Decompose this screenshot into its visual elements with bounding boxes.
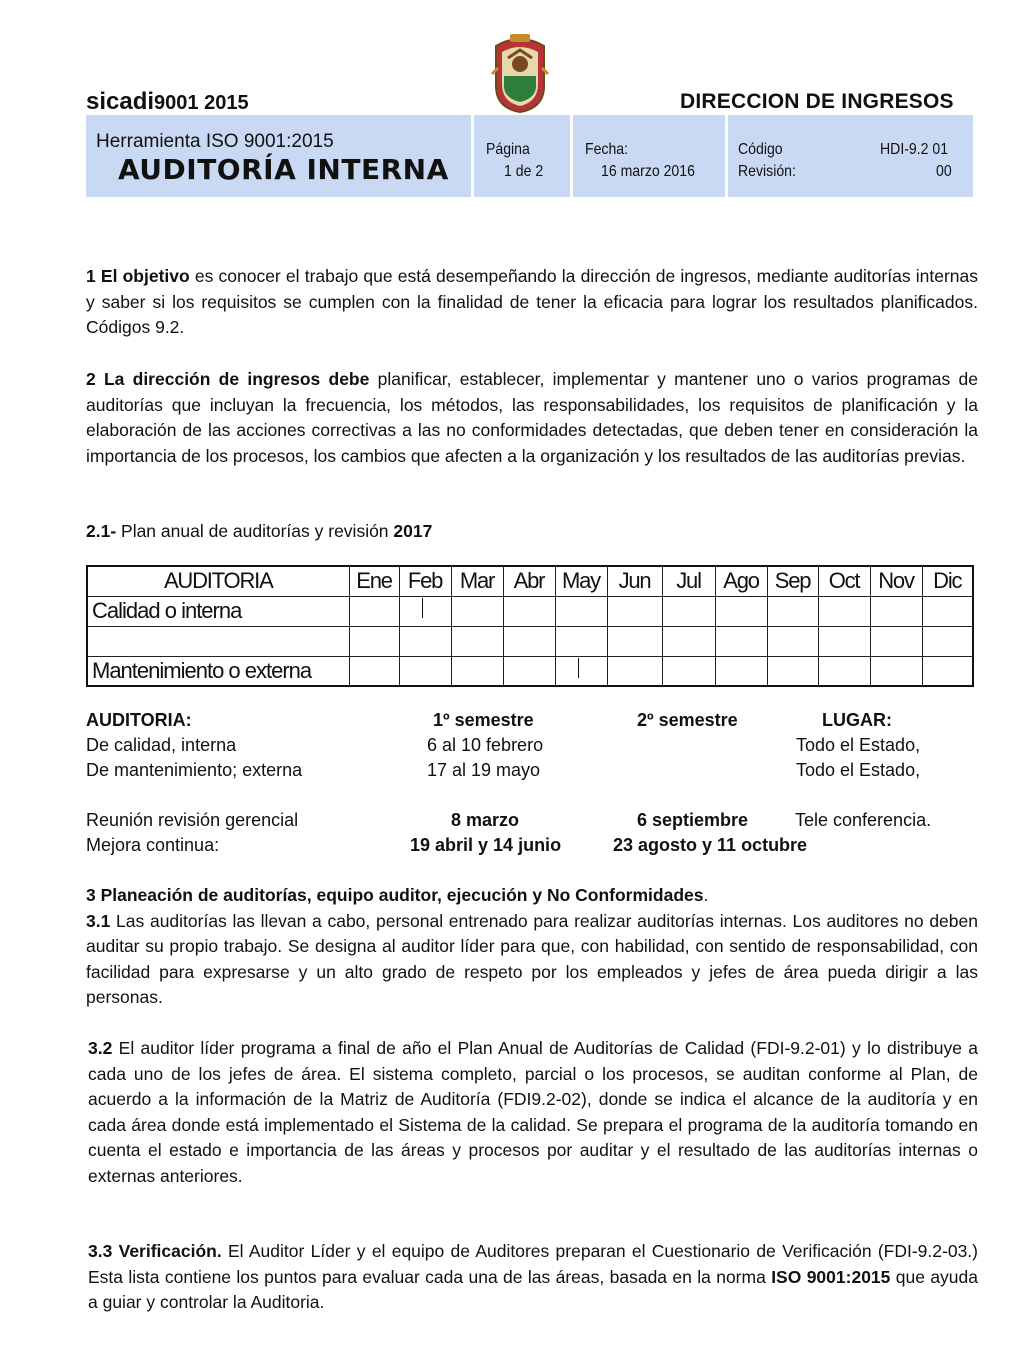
tool-label: Herramienta ISO 9001:2015 — [96, 131, 334, 152]
schedule-sem1: 8 marzo — [451, 810, 520, 830]
schedule-row — [86, 833, 978, 858]
section-3-title-end: . — [703, 885, 709, 905]
plan-month: Jun — [607, 566, 662, 596]
section-1-lead: 1 El objetivo — [86, 266, 190, 286]
section-1-tail2: 9.2. — [150, 317, 185, 337]
code-label: Código — [738, 141, 783, 158]
schedule-place: Todo el Estado, — [796, 760, 921, 780]
section-2 — [86, 367, 978, 469]
plan-cell — [715, 626, 767, 656]
plan-cell — [555, 596, 607, 626]
section-2-text: planificar, establecer, implementar y mantener uno o varios programas de auditorías que incluyan la frecuencia, los métodos, las responsabilidades, los requisitos de planificación y la elaboración de las acciones correctivas a las no conformidades detectadas, que deben tener en consideración la importancia de los procesos, los cambios que afecten a la organización y los resultados de las auditorías previas. — [86, 369, 978, 466]
brand-main: sicadi — [86, 88, 155, 115]
section-1 — [86, 264, 978, 341]
plan-cell — [715, 596, 767, 626]
schedule-h-sem2: 2º semestre — [637, 710, 738, 730]
plan-cell — [870, 656, 922, 686]
plan-cell — [451, 596, 503, 626]
plan-cell — [349, 596, 399, 626]
section-3-2-text: El auditor líder programa a final de año el Plan Anual de Auditorías de Calidad (FDI-9.2-01) y lo distribuye a cada uno de los jefes de área. El sistema completo, parcial o los procesos, se auditan conforme al Plan, de acuerdo a la información de la Matriz de Auditoría (FDI9.2-02), donde se indica el alcance de la auditoría y en cada área donde está implementado el Sistema de la calidad. Se prepara el programa de la auditoría tomando en cuenta el estado e importancia de las áreas y procesos por auditar y el resultado de las auditorías internas o externas anteriores. — [88, 1038, 978, 1186]
plan-cell — [922, 626, 973, 656]
plan-month: Ago — [715, 566, 767, 596]
plan-row — [87, 596, 973, 626]
plan-cell — [607, 596, 662, 626]
plan-header-auditoria: AUDITORIA — [87, 566, 349, 596]
plan-month: Feb — [399, 566, 451, 596]
header-page-cell — [474, 115, 570, 197]
schedule-h-sem1: 1º semestre — [433, 710, 534, 730]
plan-mark — [422, 598, 424, 618]
section-3-3-end: que ayuda a guiar y controlar la Auditoria. — [88, 1266, 978, 1312]
header-code-cell — [728, 115, 973, 197]
plan-month: Ene — [349, 566, 399, 596]
plan-cell — [662, 596, 715, 626]
schedule-place: Tele conferencia. — [795, 810, 932, 830]
schedule-place: Todo el Estado, — [796, 735, 921, 755]
plan-row — [87, 626, 973, 656]
plan-cell — [662, 626, 715, 656]
plan-cell — [607, 656, 662, 686]
schedule-name: Reunión revisión gerencial — [86, 810, 299, 830]
section-2-1-text: Plan anual de auditorías y revisión — [116, 521, 394, 541]
schedule-sem1: 19 abril y 14 junio — [410, 835, 562, 855]
header-date-cell — [573, 115, 725, 197]
schedule-h-auditoria: AUDITORIA: — [86, 710, 192, 730]
section-2-1-year: 2017 — [393, 521, 433, 541]
plan-month: Sep — [767, 566, 818, 596]
section-3-title: 3 Planeación de auditorías, equipo auditor, ejecución y No Conformidades — [86, 885, 704, 905]
plan-cell — [349, 656, 399, 686]
plan-month: May — [555, 566, 607, 596]
section-1-text: es conocer el trabajo que está desempeñando la dirección de ingresos, mediante auditorías internas y saber si los requisitos se cumplen con la finalidad de tener la eficacia para lograr los resultados planificados. — [86, 266, 978, 312]
department-title: DIRECCION DE INGRESOS — [680, 90, 954, 113]
schedule-date: 17 al 19 mayo — [427, 760, 541, 780]
document-header — [86, 115, 973, 197]
plan-row-label: Mantenimiento o externa — [87, 656, 349, 686]
section-3-2-lead: 3.2 — [88, 1038, 113, 1058]
plan-cell — [451, 656, 503, 686]
section-3 — [86, 883, 978, 1011]
section-3-3-lead: 3.3 Verificación. — [88, 1241, 222, 1261]
plan-cell — [555, 626, 607, 656]
plan-month: Mar — [451, 566, 503, 596]
plan-cell — [555, 656, 607, 686]
plan-cell — [399, 656, 451, 686]
plan-cell — [870, 626, 922, 656]
section-3-3 — [88, 1239, 978, 1316]
plan-cell — [818, 656, 870, 686]
plan-cell — [767, 626, 818, 656]
section-3-1-lead: 3.1 — [86, 910, 111, 931]
plan-cell — [503, 656, 555, 686]
brand-sub: 9001 2015 — [154, 92, 249, 114]
plan-month: Jul — [662, 566, 715, 596]
brand-title — [86, 88, 249, 116]
plan-row-label — [87, 626, 349, 656]
coat-of-arms-logo — [490, 28, 550, 114]
plan-month: Dic — [922, 566, 973, 596]
plan-cell — [818, 626, 870, 656]
plan-cell — [767, 596, 818, 626]
plan-month: Nov — [870, 566, 922, 596]
section-2-lead: 2 La dirección de ingresos debe — [86, 369, 370, 389]
section-2-1-lead: 2.1- — [86, 521, 117, 541]
plan-cell — [607, 626, 662, 656]
schedule-row — [86, 758, 978, 783]
annual-audit-plan-table — [86, 565, 974, 687]
schedule-name: De calidad, interna — [86, 735, 237, 755]
document-title: AUDITORÍA INTERNA — [118, 153, 449, 186]
schedule-name: De mantenimiento; externa — [86, 760, 303, 780]
page-label: Página — [486, 141, 530, 158]
plan-cell — [922, 596, 973, 626]
plan-row — [87, 656, 973, 686]
schedule-row — [86, 733, 978, 758]
section-1-tail: Códigos — [86, 317, 151, 337]
plan-cell — [662, 656, 715, 686]
plan-cell — [399, 626, 451, 656]
plan-cell — [870, 596, 922, 626]
schedule-name: Mejora continua: — [86, 835, 220, 855]
plan-cell — [767, 656, 818, 686]
header-title-cell — [86, 115, 471, 197]
schedule-header-row — [86, 708, 978, 733]
plan-cell — [503, 626, 555, 656]
revision-label: Revisión: — [738, 163, 796, 180]
schedule-row — [86, 808, 978, 833]
plan-cell — [399, 596, 451, 626]
section-2-1 — [86, 519, 978, 545]
plan-month: Oct — [818, 566, 870, 596]
schedule-date: 6 al 10 febrero — [427, 735, 544, 755]
plan-row-label: Calidad o interna — [87, 596, 349, 626]
schedule-sem2: 6 septiembre — [637, 810, 749, 830]
schedule-spacer — [86, 783, 978, 808]
date-value: 16 marzo 2016 — [601, 163, 695, 180]
plan-cell — [922, 656, 973, 686]
section-3-3-bold: ISO 9001:2015 — [771, 1266, 891, 1287]
section-3-2 — [88, 1036, 978, 1189]
plan-mark — [578, 658, 580, 678]
plan-month: Abr — [503, 566, 555, 596]
code-value: HDI-9.2 01 — [880, 141, 949, 158]
plan-cell — [715, 656, 767, 686]
schedule-sem2: 23 agosto y 11 octubre — [613, 835, 808, 855]
plan-header-row — [87, 566, 973, 596]
audit-schedule — [86, 708, 978, 858]
plan-cell — [818, 596, 870, 626]
plan-cell — [349, 626, 399, 656]
page-value: 1 de 2 — [504, 163, 544, 180]
section-3-1-text: Las auditorías las llevan a cabo, personal entrenado para realizar auditorías internas. Los auditores no deben auditar su propio trabajo. Se designa al auditor líder para que, con habilidad, con sentido de responsabilidad, con facilidad para expresarse y un alto grado de respeto por los empleados y jefes de área pueda dirigir a las personas. — [86, 910, 978, 1007]
schedule-h-lugar: LUGAR: — [822, 710, 892, 730]
date-label: Fecha: — [585, 141, 629, 158]
section-3-3-text: El Auditor Líder y el equipo de Auditores preparan el Cuestionario de Verificación (FDI-9.2-03.) Esta lista contiene los puntos para evaluar cada una de las áreas, basada en la norma — [88, 1241, 978, 1287]
plan-cell — [503, 596, 555, 626]
plan-cell — [451, 626, 503, 656]
revision-value: 00 — [936, 163, 952, 180]
